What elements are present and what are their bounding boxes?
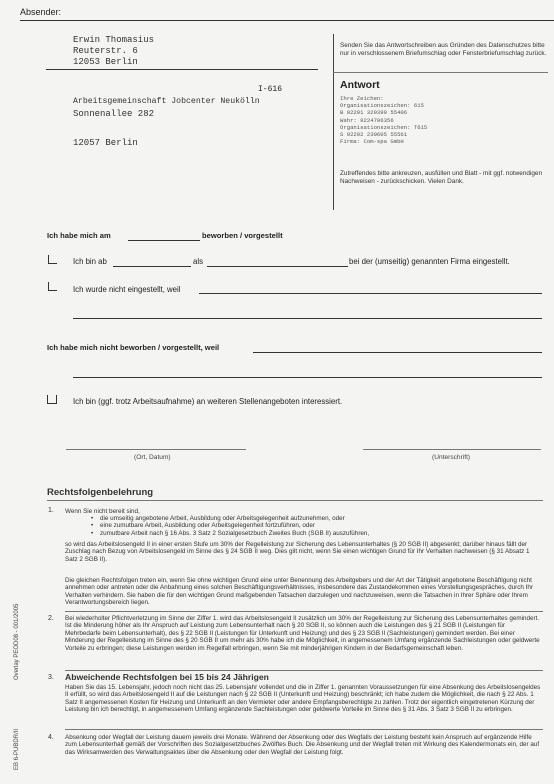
antwort-line: Wahr: 9224706356 [340,116,394,124]
section-1-intro: Wenn Sie nicht bereit sind, [65,508,140,515]
sender-street: Reuterstr. 6 [73,46,138,56]
antwort-line: Firma: Com-spa GmbH [340,138,404,146]
employed-position-field[interactable] [207,266,348,267]
not-applied-label: Ich habe mich nicht beworben / vorgestellt, weil [47,343,220,352]
not-applied-reason-field[interactable] [253,352,542,353]
section-1-number: 1. [48,507,54,514]
right-column-rule [333,34,334,210]
sender-city: 12053 Berlin [73,57,138,67]
antwort-references [340,95,427,145]
section-1-bullets [91,515,540,537]
section-2-rule [65,670,543,671]
rechtsfolgen-title: Rechtsfolgenbelehrung [47,487,154,498]
absender-label: Absender: [20,7,62,17]
bullet-icon: • [91,515,94,522]
section-3-rule [65,729,543,730]
not-hired-reason-field[interactable] [199,293,542,294]
checkbox-employed[interactable] [48,255,57,264]
margin-form-id: Overlay PEOD08 - 001/2005 [14,603,20,680]
not-applied-reason-field-2[interactable] [73,377,542,378]
not-hired-reason-field-2[interactable] [73,318,542,319]
option-employed-a: Ich bin ab [73,257,107,266]
applied-prefix: Ich habe mich am [47,231,111,240]
checkbox-interested[interactable] [47,395,57,404]
antwort-line: B 92201 320399 55406 [340,109,408,117]
section-2-number: 2. [48,615,54,622]
applied-date-field[interactable] [128,240,200,241]
place-date-label: (Ort, Datum) [134,454,171,461]
recipient-city: 12057 Berlin [73,138,138,148]
antwort-line: Ihre Zeichen: [340,95,384,102]
bullet-item: • die umseitig angebotene Arbeit, Ausbildung oder Arbeitsgelegenheit aufzunehmen, oder [91,515,345,522]
place-date-line[interactable] [66,449,246,450]
privacy-note: Senden Sie das Antwortschreiben aus Gründen des Datenschutzes bitte nur in verschlossenem Briefumschlag oder Fensterbriefumschlag zurück. [340,42,547,58]
section-4-number: 4. [48,734,54,741]
section-1-text-2: Die gleichen Rechtsfolgen treten ein, wenn Sie ohne wichtigen Grund eine unter Benennung des Arbeitgebers und der Art der Tätigkeit angebotene Beschäftigung nicht annehmen oder antreten oder die Anbahnung eines solchen Beschäftigungsverhältnisses, insbesondere das Zustandekommen eines Vorstellungsgespräches, durch Ihr Verhalten verhindern. Sie haben die für den wichtigen Grund maßgebenden Tatsachen darzulegen und nachzuweisen, wenn die Tatsachen in Ihrer Sphäre oder Ihrem Verantwortungsbereich liegen. [65,577,534,607]
sender-underline [46,69,318,70]
employed-date-field[interactable] [113,266,191,267]
bullet-icon: • [91,522,94,530]
bullet-item: • zumutbare Arbeit nach § 16 Abs. 3 Satz 2 Sozialgesetzbuch Zweites Buch (SGB II) auszuführen, [91,529,370,537]
option-employed-c: bei der (umseitig) genannten Firma eingestellt. [349,257,510,266]
rechtsfolgen-rule [47,500,543,501]
recipient-street: Sonnenallee 282 [73,109,155,119]
antwort-title: Antwort [340,79,380,91]
option-not-hired: Ich wurde nicht eingestellt, weil [73,285,181,294]
antwort-line: S 92202 230605 55561 [340,131,408,139]
signature-line[interactable] [363,449,541,450]
section-3-text: Haben Sie das 15. Lebensjahr, jedoch noch nicht das 25. Lebensjahr vollendet und die in Ziffer 1. genannten Voraussetzungen für eine Absenkung des Arbeitslosengeldes II erfüllt, so wird das Arbeitslosengeld II auf die Leistungen nach § 22 SGB II (Unterkunft und Heizung) beschränkt; ich habe zudem die Möglichkeit, die nach § 22 Abs. 1 Satz II angemessenen Kosten für Heizung und Unterkunft an den Vermieter oder andere Empfangsberechtigte zu zahlen. Trotz der eigentlich eingetretenen Kürzung der Leistung bin ich berechtigt, in angemessenem Umfang ergänzende Sachleistungen oder geldwerte Vorteile im Sinne des § 31 Abs. 3 Satz 3 SGB II zu erbringen. [65,684,541,714]
absender-divider [20,20,554,21]
reference-code: I-616 [258,85,283,94]
bullet-icon: • [91,529,94,537]
margin-form-code: EB 6-PUBDR/II [14,728,20,770]
antwort-rule [333,72,548,73]
recipient-org: Arbeitsgemeinschaft Jobcenter Neukölln [73,97,260,106]
sender-name: Erwin Thomasius [73,35,155,45]
option-employed-b: als [193,257,203,266]
section-4-text: Absenkung oder Wegfall der Leistung dauern jeweils drei Monate. Während der Absenkung oder des Wegfalls der Leistung besteht kein Anspruch auf ergänzende Hilfe zum Lebensunterhalt gemäß der Vorschriften des Sozialgesetzbuches Zwölftes Buch. Die Absenkung und der Wegfall treten mit Wirkung des Kalendermonats ein, der auf das Wirksamwerden des Verwaltungsaktes über die Absenkung oder den Wegfall der Leistung folgt. [65,734,540,756]
section-1-rule [65,611,543,612]
antwort-line: Organisationszeichen: 615 [340,102,424,110]
section-3-number: 3. [48,674,54,681]
antwort-line: Organisationszeichen: T615 [340,123,428,131]
option-interested: Ich bin (ggf. trotz Arbeitsaufnahme) an weiteren Stellenangeboten interessiert. [73,397,343,406]
section-3-title: Abweichende Rechtsfolgen bei 15 bis 24 Jährigen [65,672,269,682]
section-2-text: Bei wiederholter Pflichtverletzung im Sinne der Ziffer 1. wird das Arbeitslosengeld II zusätzlich um 30% der Regelleistung zur Sicherung des Lebensunterhaltes gemindert. Ist die Minderung höher als Ihr Anspruch auf Leistung zum Lebensunterhalt nach § 20 SGB II, so können auch die Leistungen des § 21 SGB II (Leistungen für Mehrbedarfe beim Lebensunterhalt), des § 22 SGB II (Leistungen für Unterkunft und Heizung) und des § 23 SGB II (Sachleistungen) gemindert werden. Bei einer Minderung der Regelleistung im Sinne des § 20 SGB II um mehr als 30% habe ich die Möglichkeit, in angemessenem Umfang ergänzende Sachleistungen oder geldwerte Vorteile zu erbringen; diese Leistungen werden im Regelfall erbringen, wenn Sie mit minderjährigen Kindern in der Bedarfsgemeinschaft leben. [65,615,540,652]
applied-suffix: beworben / vorgestellt [202,231,283,240]
signature-label: (Unterschrift) [432,454,471,461]
antwort-instruction: Zutreffendes bitte ankreuzen, ausfüllen und Blatt - mit ggf. notwendigen Nachweisen - zurückschicken. Vielen Dank. [340,170,543,186]
bullet-item: • eine zumutbare Arbeit, Ausbildung oder Arbeitsgelegenheit fortzuführen, oder [91,522,315,530]
section-1-text: so wird das Arbeitslosengeld II in einer ersten Stufe um 30% der Regelleistung zur Sicherung des Lebensunterhaltes (§ 20 SGB II) abgesenkt; darüber hinaus fällt der Zuschlag nach Bezug von Arbeitslosengeld im Sinne des § 24 SGB II weg. Dies gilt nicht, wenn Sie einen wichtigen Grund für Ihr Verhalten nachweisen (§ 31 Absatz 1 Satz 2 SGB II). [65,541,530,563]
checkbox-not-hired[interactable] [48,282,57,291]
